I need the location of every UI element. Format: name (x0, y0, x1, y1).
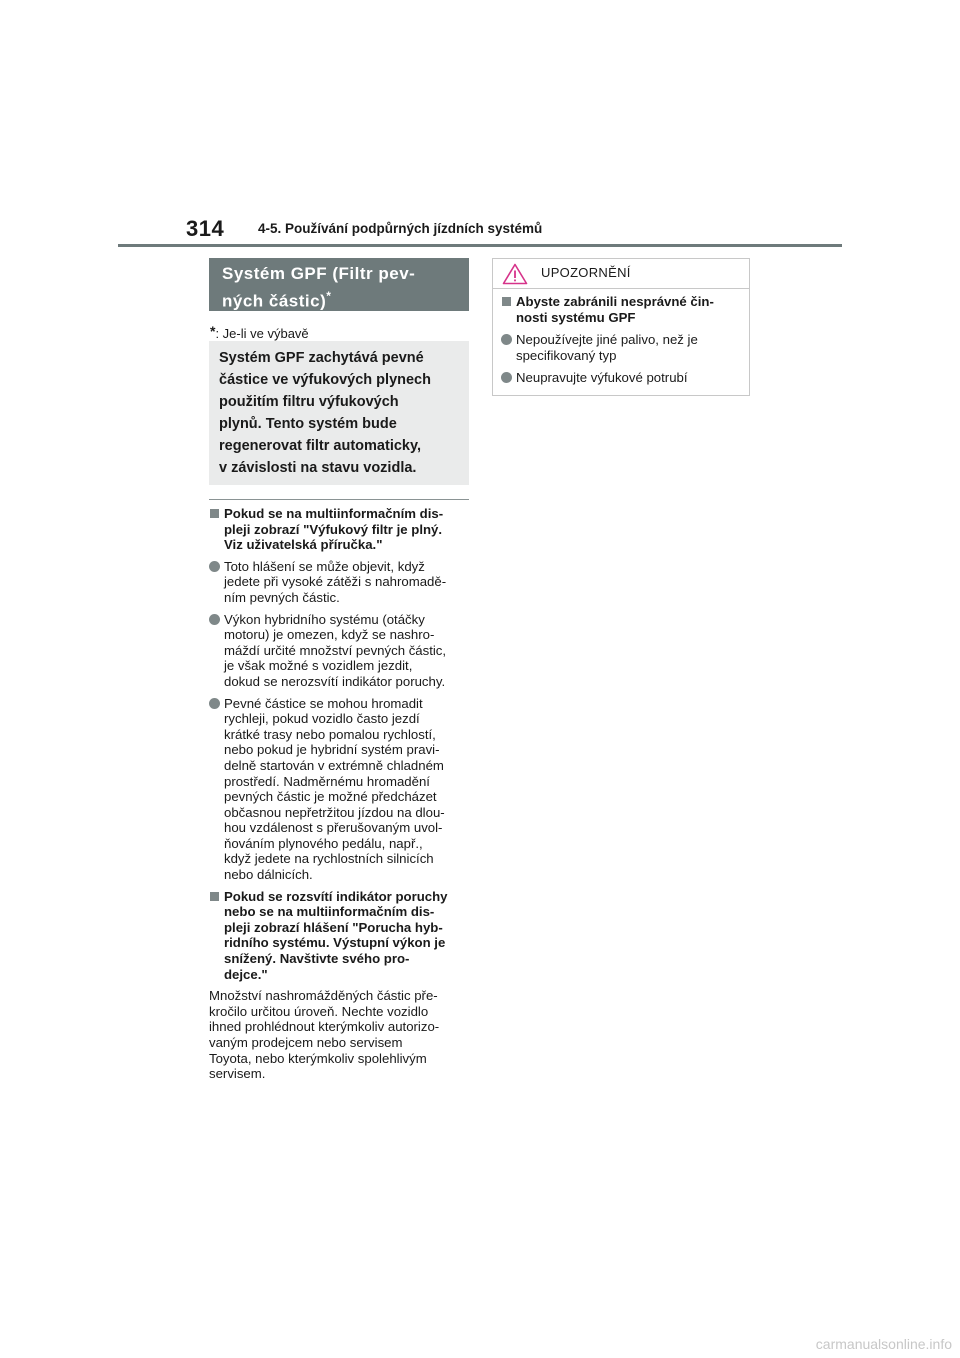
text-line: krátké trasy nebo pomalou rychlostí, (224, 726, 436, 742)
availability-footnote (210, 323, 309, 341)
text-line: Viz uživatelská příručka." (224, 537, 383, 553)
section-title (209, 258, 469, 311)
left-column (209, 506, 471, 1082)
caution-box (492, 258, 750, 396)
caution-header (493, 259, 749, 289)
header-divider (118, 244, 842, 247)
bullet-item (209, 559, 471, 606)
text-line: delně startován v extrémně chladném (224, 757, 444, 773)
subheading-exhaust-filter-full (209, 506, 471, 553)
subheading-malfunction-indicator (209, 889, 471, 983)
text-line: dejce." (224, 966, 268, 982)
text-line: ridního systému. Výstupní výkon je (224, 935, 446, 951)
round-bullet-icon (209, 561, 220, 572)
text-line: rychleji, pokud vozidlo často jezdí (224, 711, 420, 727)
footnote-mark: * (210, 323, 216, 339)
text-line: specifikovaný typ (516, 347, 617, 363)
intro-line: použitím filtru výfukových (219, 394, 399, 410)
section-title-mark: * (326, 289, 332, 303)
text-line: ním pevných částic. (224, 589, 340, 605)
square-bullet-icon (210, 509, 219, 518)
text-line: dokud se nerozsvítí indikátor poruchy. (224, 673, 446, 689)
caution-title: UPOZORNĚNÍ (541, 265, 631, 280)
intro-divider (209, 499, 469, 500)
text-line: vaným prodejcem nebo servisem (209, 1035, 403, 1050)
warning-icon (502, 263, 528, 285)
caution-body (493, 289, 749, 386)
intro-line: plynů. Tento systém bude (219, 416, 397, 432)
text-line: pleji zobrazí hlášení "Porucha hyb- (224, 919, 443, 935)
text-line: kročilo určitou úroveň. Nechte vozidlo (209, 1003, 429, 1019)
text-line: jedete při vysoké zátěži s nahromadě- (224, 574, 447, 590)
caution-subheading (501, 294, 741, 325)
round-bullet-icon (209, 698, 220, 709)
text-line: Pokud se rozsvítí indikátor poruchy (224, 888, 448, 904)
text-line: prostředí. Nadměrnému hromadění (224, 773, 430, 789)
text-line: ňováním plynového pedálu, např., (224, 835, 423, 851)
text-line: když jedete na rychlostních silnicích (224, 851, 434, 867)
text-line: Toyota, nebo kterýmkoliv spolehlivým (209, 1050, 427, 1066)
text-line: Abyste zabránili nesprávné čin- (516, 294, 714, 309)
intro-line: částice ve výfukových plynech (219, 372, 431, 388)
text-line: Pokud se na multiinformačním dis- (224, 506, 444, 521)
chapter-title: 4-5. Používání podpůrných jízdních systémů (258, 221, 543, 236)
bullet-item (209, 612, 471, 690)
text-line: pevných částic je možné předcházet (224, 789, 437, 805)
text-line: Nepoužívejte jiné palivo, než je (516, 332, 698, 348)
text-line: máždí určité množství pevných částic, (224, 642, 447, 658)
intro-box (209, 341, 469, 485)
text-line: servisem. (209, 1066, 266, 1082)
bullet-item (501, 332, 741, 363)
text-line: motoru) je omezen, když se nashro- (224, 627, 435, 643)
bullet-item (209, 696, 471, 883)
round-bullet-icon (209, 614, 220, 625)
text-line: Neupravujte výfukové potrubí (516, 370, 688, 386)
watermark: carmanualsonline.info (815, 1336, 952, 1352)
section-title-line-1: Systém GPF (Filtr pev- (222, 264, 416, 283)
text-line: nebo dálnicích. (224, 867, 313, 883)
section-title-line-2: ných částic)* (222, 289, 332, 311)
text-line: Toto hlášení se může objevit, když (224, 558, 425, 574)
intro-line: v závislosti na stavu vozidla. (219, 460, 417, 476)
text-line: nosti systému GPF (516, 309, 636, 325)
footnote-text: : Je-li ve výbavě (215, 326, 309, 341)
body-paragraph (209, 988, 471, 1082)
text-line: občasnou nepřetržitou jízdou na dlou- (224, 804, 445, 820)
page-number: 314 (186, 216, 225, 241)
round-bullet-icon (501, 372, 512, 383)
intro-line: regenerovat filtr automaticky, (219, 438, 421, 454)
bullet-item (501, 370, 741, 386)
text-line: Množství nashromážděných částic pře- (209, 988, 438, 1004)
square-bullet-icon (210, 892, 219, 901)
text-line: snížený. Navštivte svého pro- (224, 951, 410, 967)
text-line: je však možné s vozidlem jezdit, (224, 658, 413, 674)
text-line: pleji zobrazí "Výfukový filtr je plný. (224, 521, 443, 537)
text-line: Výkon hybridního systému (otáčky (224, 611, 425, 627)
text-line: hou vzdálenost s přerušovaným uvol- (224, 820, 443, 836)
text-line: Pevné částice se mohou hromadit (224, 695, 423, 711)
round-bullet-icon (501, 334, 512, 345)
intro-line: Systém GPF zachytává pevné (219, 350, 424, 366)
text-line: nebo pokud je hybridní systém pravi- (224, 742, 440, 758)
text-line: ihned prohlédnout kterýmkoliv autorizo- (209, 1019, 440, 1035)
text-line: nebo se na multiinformačním dis- (224, 904, 435, 920)
square-bullet-icon (502, 297, 511, 306)
